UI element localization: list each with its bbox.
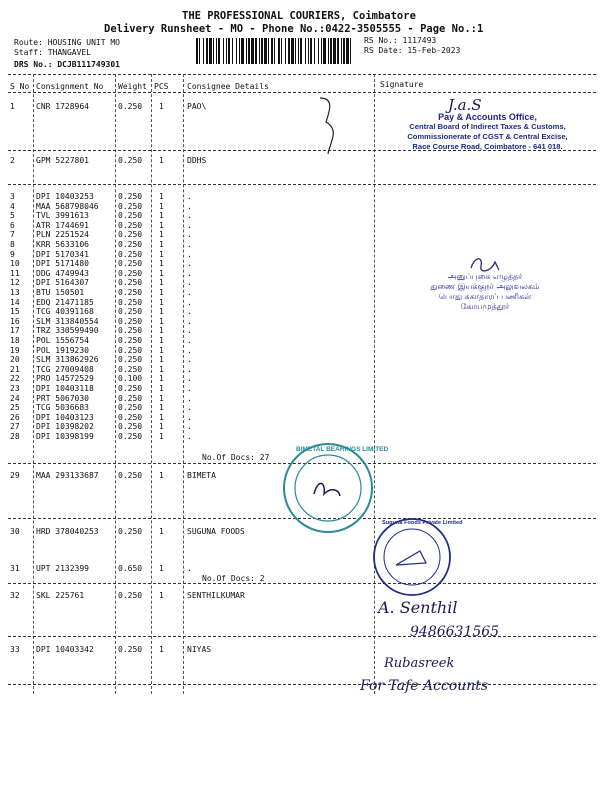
barcode-bar (298, 38, 299, 64)
col-divider (183, 74, 184, 694)
cell-consignee: . (187, 316, 192, 326)
barcode-bar (318, 38, 319, 64)
cell-cno: DPI 5171480 (36, 259, 89, 269)
cell-pcs: 1 (159, 527, 164, 536)
cell-cno: KRR 5633106 (36, 240, 89, 249)
cell-sno: 10 (10, 259, 20, 269)
cell-pcs: 1 (159, 326, 164, 336)
cell-wt: 0.250 (118, 268, 143, 278)
barcode-bar (310, 38, 312, 64)
rs-date: RS Date: 15-Feb-2023 (364, 46, 461, 55)
cell-pcs: 1 (159, 591, 164, 600)
cell-cno: SKL 225761 (36, 591, 85, 600)
barcode-bar (346, 38, 349, 64)
cell-sno: 23 (10, 384, 20, 393)
barcode-bar (281, 38, 282, 64)
barcode-bar (228, 38, 230, 64)
cell-sno: 30 (10, 527, 20, 536)
barcode-bar (236, 38, 237, 64)
barcode-bar (203, 38, 204, 64)
pao-stamp-line: Central Board of Indirect Taxes & Customs, (409, 122, 566, 131)
col-divider (374, 74, 375, 694)
company-title: THE PROFESSIONAL COURIERS, Coimbatore (182, 10, 416, 22)
cell-pcs: 1 (159, 240, 164, 249)
row-separator (8, 636, 596, 637)
barcode-bar (246, 38, 247, 64)
cell-pcs: 1 (159, 220, 164, 230)
cell-cno: PLN 2251524 (36, 230, 89, 240)
cell-pcs: 1 (159, 288, 164, 297)
handwritten-note: For Tafe Accounts (360, 678, 489, 694)
cell-consignee: . (187, 240, 192, 249)
cell-pcs: 1 (159, 355, 164, 365)
cell-wt: 0.250 (118, 364, 143, 374)
docs-count-1: No.Of Docs: 27 (202, 453, 270, 462)
col-divider (115, 74, 116, 694)
staff-text: Staff: THANGAVEL (14, 48, 92, 57)
cell-pcs: 1 (159, 471, 164, 480)
cell-cno: DDG 4749943 (36, 268, 89, 278)
suguna-stamp (370, 515, 454, 599)
barcode-bar (251, 38, 254, 64)
cell-consignee: . (187, 412, 192, 422)
cell-consignee: . (187, 211, 192, 221)
row-separator (8, 583, 596, 584)
cell-sno: 14 (10, 297, 20, 307)
cell-consignee: . (187, 297, 192, 307)
barcode-bar (274, 38, 275, 64)
cell-sno: 19 (10, 345, 20, 355)
barcode-bar (328, 38, 329, 64)
cell-consignee: . (187, 201, 192, 211)
barcode-bar (232, 38, 233, 64)
cell-sno: 9 (10, 249, 15, 259)
handwritten-name: Rubasreek (384, 656, 455, 671)
cell-pcs: 1 (159, 403, 164, 413)
cell-sno: 1 (10, 102, 15, 111)
handwritten-phone: 9486631565 (410, 624, 500, 640)
cell-pcs: 1 (159, 307, 164, 317)
barcode-bar (213, 38, 214, 64)
barcode-bar (239, 38, 240, 64)
cell-wt: 0.250 (118, 345, 143, 355)
barcode (196, 38, 352, 64)
row-separator (8, 184, 596, 185)
barcode-bar (314, 38, 315, 64)
cell-consignee: . (187, 220, 192, 230)
barcode-bar (308, 38, 309, 64)
cell-sno: 22 (10, 374, 20, 384)
rs-number: RS No.: 1117493 (364, 36, 437, 45)
cell-consignee: . (187, 384, 192, 393)
barcode-bar (223, 38, 224, 64)
barcode-bar (337, 38, 339, 64)
barcode-bar (341, 38, 342, 64)
cell-wt: 0.250 (118, 259, 143, 269)
barcode-bar (333, 38, 336, 64)
barcode-bar (259, 38, 260, 64)
suguna-stamp-text: Suguna Foods Private Limited (382, 520, 463, 526)
barcode-bar (216, 38, 217, 64)
cell-cno: DPI 5164307 (36, 278, 89, 288)
cell-consignee: . (187, 336, 192, 345)
pao-stamp-line: Race Course Road, Coimbatore - 641 018. (412, 142, 563, 151)
cell-wt: 0.250 (118, 336, 143, 345)
cell-wt: 0.250 (118, 211, 143, 221)
runsheet-subtitle: Delivery Runsheet - MO - Phone No.:0422-3505555 - Page No.:1 (104, 23, 484, 35)
cell-sno: 8 (10, 240, 15, 249)
cell-sno: 31 (10, 564, 20, 573)
cell-cno: DPI 10398199 (36, 432, 94, 441)
cell-consignee: BIMETA (187, 471, 216, 480)
cell-sno: 26 (10, 412, 20, 422)
cell-wt: 0.250 (118, 403, 143, 413)
cell-cno: DPI 10403123 (36, 412, 94, 422)
cell-pcs: 1 (159, 345, 164, 355)
cell-sno: 3 (10, 192, 15, 201)
docs-count-2: No.Of Docs: 2 (202, 574, 265, 583)
cell-consignee: . (187, 364, 192, 374)
cell-cno: SLM 313862926 (36, 355, 99, 365)
cell-cno: POL 1919230 (36, 345, 89, 355)
cell-pcs: 1 (159, 201, 164, 211)
cell-pcs: 1 (159, 645, 164, 654)
cell-cno: DPI 5170341 (36, 249, 89, 259)
cell-pcs: 1 (159, 316, 164, 326)
tamil-stamp (410, 272, 560, 312)
cell-pcs: 1 (159, 278, 164, 288)
col-consignee: Consignee Details (187, 82, 269, 91)
barcode-bar (321, 38, 322, 64)
cell-sno: 18 (10, 336, 20, 345)
barcode-bar (255, 38, 257, 64)
cell-wt: 0.250 (118, 591, 143, 600)
barcode-bar (226, 38, 227, 64)
cell-cno: TVL 3991613 (36, 211, 89, 221)
cell-consignee: . (187, 422, 192, 432)
col-signature: Signature (380, 80, 424, 89)
cell-cno: TRZ 330599490 (36, 326, 99, 336)
cell-sno: 6 (10, 220, 15, 230)
barcode-bar (323, 38, 326, 64)
barcode-bar (261, 38, 263, 64)
cell-pcs: 1 (159, 249, 164, 259)
cell-wt: 0.250 (118, 422, 143, 432)
barcode-bar (350, 38, 351, 64)
cell-wt: 0.250 (118, 412, 143, 422)
cell-cno: EDQ 21471185 (36, 297, 94, 307)
col-sno: S No (10, 82, 30, 91)
cell-cno: SLM 313840554 (36, 316, 99, 326)
cell-pcs: 1 (159, 211, 164, 221)
cell-cno: PRO 14572529 (36, 374, 94, 384)
barcode-bar (305, 38, 306, 64)
cell-consignee: . (187, 192, 192, 201)
cell-consignee: NIYAS (187, 645, 212, 654)
cell-consignee: . (187, 268, 192, 278)
cell-wt: 0.250 (118, 288, 143, 297)
signature-1: J.a.S (448, 96, 482, 114)
tamil-stamp-line: அனுப்புகை எழுத்தர் (447, 272, 523, 281)
barcode-bar (199, 38, 200, 64)
cell-cno: BTU 150501 (36, 288, 85, 297)
barcode-bar (218, 38, 220, 64)
barcode-bar (248, 38, 250, 64)
cell-consignee: . (187, 393, 192, 403)
cell-wt: 0.250 (118, 297, 143, 307)
route-text: Route: HOUSING UNIT MO (14, 38, 120, 47)
cell-cno: MAA 293133687 (36, 471, 99, 480)
tamil-stamp-line: துணை இயக்குநர் அலுவலகம் (430, 282, 540, 291)
tamil-stamp-line: பொது சுகாதாரப் பணிகள் (438, 292, 532, 301)
barcode-bar (209, 38, 212, 64)
cell-sno: 7 (10, 230, 15, 240)
cell-wt: 0.250 (118, 527, 143, 536)
cell-consignee: DDHS (187, 156, 207, 165)
cell-wt: 0.250 (118, 393, 143, 403)
barcode-bar (271, 38, 273, 64)
cell-wt: 0.100 (118, 374, 143, 384)
cell-pcs: 1 (159, 564, 164, 573)
barcode-bar (343, 38, 345, 64)
signature-3: A. Senthil (378, 598, 458, 617)
cell-cno: CNR 1728964 (36, 102, 89, 111)
cell-sno: 4 (10, 201, 15, 211)
cell-wt: 0.250 (118, 278, 143, 288)
cell-consignee: . (187, 403, 192, 413)
cell-pcs: 1 (159, 384, 164, 393)
cell-sno: 27 (10, 422, 20, 432)
barcode-bar (288, 38, 290, 64)
barcode-bar (196, 38, 198, 64)
col-pcs: PCS (154, 82, 169, 91)
barcode-bar (268, 38, 269, 64)
cell-consignee: . (187, 259, 192, 269)
cell-pcs: 1 (159, 412, 164, 422)
drs-number: DRS No.: DCJB111749301 (14, 60, 120, 69)
barcode-bar (206, 38, 208, 64)
cell-cno: POL 1556754 (36, 336, 89, 345)
row-separator (8, 684, 596, 685)
cell-wt: 0.250 (118, 384, 143, 393)
cell-wt: 0.250 (118, 240, 143, 249)
cell-sno: 12 (10, 278, 20, 288)
cell-pcs: 1 (159, 259, 164, 269)
cell-consignee: SUGUNA FOODS (187, 527, 245, 536)
cell-wt: 0.650 (118, 564, 143, 573)
pao-stamp (385, 112, 590, 152)
col-divider (151, 74, 152, 694)
barcode-bar (241, 38, 244, 64)
cell-consignee: . (187, 307, 192, 317)
cell-consignee: SENTHILKUMAR (187, 591, 245, 600)
header-rule-top (8, 74, 596, 75)
cell-sno: 15 (10, 307, 20, 317)
cell-pcs: 1 (159, 156, 164, 165)
col-consignment: Consignment No (36, 82, 104, 91)
cell-cno: MAA 568798046 (36, 201, 99, 211)
cell-cno: TCG 5036683 (36, 403, 89, 413)
cell-sno: 20 (10, 355, 20, 365)
cell-sno: 28 (10, 432, 20, 441)
cell-consignee: . (187, 355, 192, 365)
cell-sno: 16 (10, 316, 20, 326)
cell-pcs: 1 (159, 268, 164, 278)
cell-consignee: . (187, 432, 192, 441)
cell-pcs: 1 (159, 374, 164, 384)
cell-pcs: 1 (159, 364, 164, 374)
tamil-stamp-line: கோயமுத்தூர் (460, 302, 510, 311)
col-divider (33, 74, 34, 694)
cell-wt: 0.250 (118, 230, 143, 240)
barcode-bar (264, 38, 267, 64)
cell-wt: 0.250 (118, 316, 143, 326)
cell-consignee: . (187, 345, 192, 355)
barcode-bar (278, 38, 280, 64)
cell-wt: 0.250 (118, 326, 143, 336)
cell-sno: 11 (10, 268, 20, 278)
cell-consignee: . (187, 249, 192, 259)
cell-pcs: 1 (159, 336, 164, 345)
cell-cno: HRD 378040253 (36, 527, 99, 536)
cell-cno: ATR 1744691 (36, 220, 89, 230)
cell-sno: 29 (10, 471, 20, 480)
cell-consignee: . (187, 278, 192, 288)
cell-pcs: 1 (159, 432, 164, 441)
pen-mark (300, 92, 360, 162)
cell-cno: GPM 5227801 (36, 156, 89, 165)
cell-pcs: 1 (159, 192, 164, 201)
bimetal-stamp (278, 438, 378, 538)
cell-cno: PRT 5067030 (36, 393, 89, 403)
barcode-bar (295, 38, 296, 64)
pao-stamp-line: Commissionerate of CGST & Central Excise, (407, 132, 568, 141)
cell-consignee: . (187, 326, 192, 336)
cell-sno: 33 (10, 645, 20, 654)
cell-sno: 13 (10, 288, 20, 297)
cell-pcs: 1 (159, 422, 164, 432)
cell-cno: DPI 10403253 (36, 192, 94, 201)
cell-sno: 2 (10, 156, 15, 165)
cell-wt: 0.250 (118, 307, 143, 317)
cell-wt: 0.250 (118, 201, 143, 211)
cell-wt: 0.250 (118, 156, 143, 165)
barcode-bar (285, 38, 286, 64)
cell-pcs: 1 (159, 393, 164, 403)
cell-sno: 25 (10, 403, 20, 413)
barcode-bar (300, 38, 302, 64)
cell-sno: 17 (10, 326, 20, 336)
cell-pcs: 1 (159, 102, 164, 111)
cell-sno: 32 (10, 591, 20, 600)
cell-wt: 0.250 (118, 432, 143, 441)
col-weight: Weight (118, 82, 147, 91)
barcode-bar (330, 38, 332, 64)
cell-wt: 0.250 (118, 645, 143, 654)
pao-stamp-line: Pay & Accounts Office, (438, 112, 537, 122)
cell-sno: 5 (10, 211, 15, 221)
cell-wt: 0.250 (118, 471, 143, 480)
barcode-bar (291, 38, 294, 64)
cell-consignee: . (187, 230, 192, 240)
cell-cno: DPI 10403118 (36, 384, 94, 393)
cell-cno: UPT 2132399 (36, 564, 89, 573)
cell-cno: DPI 10403342 (36, 645, 94, 654)
cell-consignee: . (187, 374, 192, 384)
cell-pcs: 1 (159, 230, 164, 240)
cell-consignee: . (187, 288, 192, 297)
cell-cno: TCG 27009408 (36, 364, 94, 374)
cell-pcs: 1 (159, 297, 164, 307)
cell-wt: 0.250 (118, 249, 143, 259)
cell-consignee: . (187, 564, 192, 573)
cell-wt: 0.250 (118, 192, 143, 201)
bimetal-stamp-text: BIMETAL BEARINGS LIMITED (296, 446, 389, 453)
cell-consignee: PAO\ (187, 102, 207, 111)
cell-wt: 0.250 (118, 102, 143, 111)
cell-wt: 0.250 (118, 220, 143, 230)
cell-cno: DPI 10398202 (36, 422, 94, 432)
cell-wt: 0.250 (118, 355, 143, 365)
cell-sno: 21 (10, 364, 20, 374)
cell-cno: TCG 40391168 (36, 307, 94, 317)
cell-sno: 24 (10, 393, 20, 403)
